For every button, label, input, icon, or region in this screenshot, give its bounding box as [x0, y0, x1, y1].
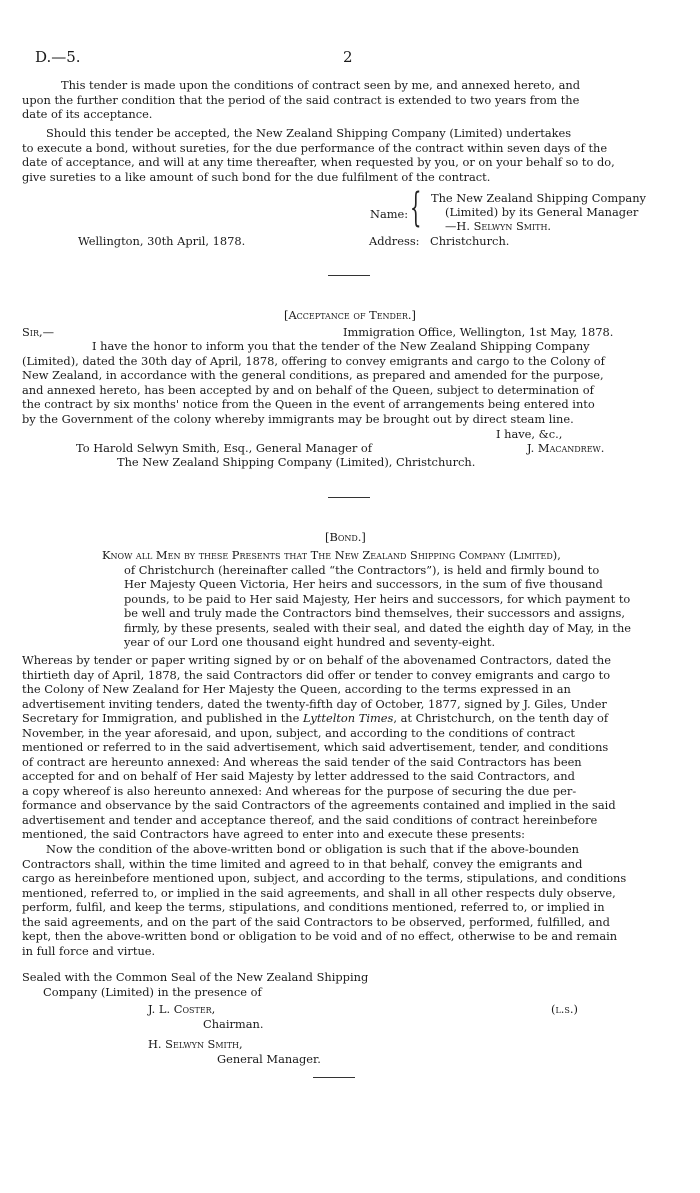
text-line: firmly, by these presents, sealed with their seal, and dated the eighth day of May, in the — [124, 620, 632, 635]
text-line: This tender is made upon the conditions of contract seen by me, and annexed hereto, and — [61, 78, 581, 92]
bond-know-all — [102, 548, 651, 650]
witness-1-name: J. L. Coster, — [148, 1002, 216, 1016]
text-line: cargo as hereinbefore mentioned upon, subject, and according to the terms, stipulations, and conditions — [22, 871, 627, 885]
text-line: date of its acceptance. — [22, 107, 153, 121]
text-line: New Zealand, in accordance with the general conditions, as prepared and amended for the purpose, — [22, 368, 604, 382]
text-line: advertisement and tender and acceptance thereof, and the said conditions of contract hereinbefore — [22, 812, 598, 827]
text-line: the contract by six months' notice from the Queen in the event of arrangements being entered into — [22, 397, 595, 411]
bond-heading: [Bond.] — [325, 530, 366, 544]
name-line-2: (Limited) by its General Manager — [445, 205, 639, 219]
newspaper-title: Lyttelton Times — [303, 711, 394, 725]
tender-place-date: Wellington, 30th April, 1878. — [78, 234, 246, 248]
text-line: kept, then the above-written bond or obligation to be void and of no effect, otherwise to be and remain — [22, 929, 618, 943]
text-line: (Limited), dated the 30th day of April, 1878, offering to convey emigrants and cargo to the Colony of — [22, 353, 605, 368]
text-line: the Colony of New Zealand for Her Majesty the Queen, according to the terms expressed in an — [22, 682, 571, 696]
text-line: of Christchurch (hereinafter called “the Contractors”), is held and firmly bound to — [124, 562, 600, 577]
text-line: upon the further condition that the period of the said contract is extended to two years from the — [22, 92, 580, 107]
text-line: advertisement inviting tenders, dated the twenty-fifth day of October, 1877, signed by J. Giles, Under — [22, 696, 607, 711]
bond-whereas — [22, 653, 651, 842]
section-divider — [328, 497, 370, 498]
text-line: by the Government of the colony whereby immigrants may be brought out by direct steam line. — [22, 411, 574, 426]
text-line: November, in the year aforesaid, and upon, subject, and according to the conditions of contract — [22, 725, 575, 740]
text-line: thirtieth day of April, 1878, the said Contractors did offer or tender to convey emigrants and cargo to — [22, 667, 611, 682]
text-line: the said agreements, and on the part of the said Contractors to be observed, performed, fulfilled, and — [22, 914, 610, 929]
doc-reference: D.—5. — [35, 48, 81, 66]
name-line-3: —H. Selwyn Smith. — [445, 219, 552, 233]
text-line: mentioned, referred to, or implied in the said agreements, and shall in all other respects duly observe, — [22, 885, 616, 900]
text-line: Her Majesty Queen Victoria, Her heirs and successors, in the sum of five thousand — [124, 577, 603, 591]
section-divider — [328, 275, 370, 276]
name-label: Name: — [370, 207, 409, 221]
addressee-line-1: To Harold Selwyn Smith, Esq., General Manager of — [76, 441, 372, 455]
tender-paragraph-2 — [22, 126, 651, 184]
text-line: I have the honor to inform you that the tender of the New Zealand Shipping Company — [92, 339, 590, 353]
text-line: date of acceptance, and will at any time thereafter, when requested by you, or on your behalf so to do, — [22, 155, 615, 169]
acceptance-body — [22, 339, 651, 426]
page-number: 2 — [343, 48, 353, 66]
tender-paragraph-1 — [22, 78, 651, 122]
text-line: be well and truly made the Contractors bind themselves, their successors and assigns, — [124, 606, 626, 620]
brace-glyph: { — [410, 185, 422, 231]
addressee-line-2: The New Zealand Shipping Company (Limited), Christchurch. — [117, 455, 476, 469]
witness-1-title: Chairman. — [203, 1017, 264, 1031]
text-line: formance and observance by the said Contractors of the agreements contained and implied in the said — [22, 798, 616, 812]
text-line: in full force and virtue. — [22, 943, 156, 958]
bond-condition — [22, 842, 651, 958]
salutation: Sir,— — [22, 325, 54, 339]
text-line: Should this tender be accepted, the New Zealand Shipping Company (Limited) undertakes — [46, 126, 572, 140]
address-label: Address: — [369, 234, 420, 248]
witness-2-title: General Manager. — [217, 1052, 321, 1066]
text-line: Now the condition of the above-written bond or obligation is such that if the above-bounden — [46, 842, 579, 856]
address-value: Christchurch. — [430, 234, 510, 248]
text-line: Whereas by tender or paper writing signed by or on behalf of the abovenamed Contractors, dated the — [22, 653, 611, 667]
sealed-line-1: Sealed with the Common Seal of the New Zealand Shipping — [22, 970, 369, 984]
text-line: give sureties to a like amount of such bond for the due fulfilment of the contract. — [22, 169, 491, 184]
text-line: accepted for and on behalf of Her said Majesty by letter addressed to the said Contractors, and — [22, 769, 575, 783]
office-date: Immigration Office, Wellington, 1st May, 1878. — [343, 325, 614, 339]
acceptance-heading: [Acceptance of Tender.] — [284, 308, 416, 322]
text-line: Contractors shall, within the time limited and agreed to in that behalf, convey the emigrants and — [22, 856, 583, 871]
witness-2-name: H. Selwyn Smith, — [148, 1037, 243, 1051]
text-line: to execute a bond, without sureties, for the due performance of the contract within seven days of the — [22, 140, 608, 155]
text-line: of contract are hereunto annexed: And whereas the said tender of the said Contractors has been — [22, 754, 582, 769]
text-line: a copy whereof is also hereunto annexed: And whereas for the purpose of securing the due per- — [22, 783, 577, 798]
signature: J. Macandrew. — [527, 441, 605, 455]
text-line: mentioned, the said Contractors have agreed to enter into and execute these presents: — [22, 827, 526, 841]
seal-ls: (l.s.) — [551, 1002, 578, 1016]
text-line: Know all Men by these Presents that The New Zealand Shipping Company (Limited), — [102, 548, 561, 562]
name-line-1: The New Zealand Shipping Company — [431, 191, 646, 205]
sealed-line-2: Company (Limited) in the presence of — [43, 985, 262, 999]
text-line: and annexed hereto, has been accepted by and on behalf of the Queen, subject to determination of — [22, 382, 594, 397]
section-divider — [313, 1077, 355, 1078]
text-line: mentioned or referred to in the said advertisement, which said advertisement, tender, and conditions — [22, 740, 609, 754]
text-line: pounds, to be paid to Her said Majesty, Her heirs and successors, for which payment to — [124, 591, 631, 606]
closing: I have, &c., — [496, 427, 563, 441]
text-line: perform, fulfil, and keep the terms, stipulations, and conditions mentioned, referred to, or implied in — [22, 900, 605, 914]
text-line: year of our Lord one thousand eight hundred and seventy-eight. — [124, 635, 496, 649]
text-line: Secretary for Immigration, and published in the Lyttelton Times, at Christchurch, on the tenth day of — [22, 711, 609, 725]
